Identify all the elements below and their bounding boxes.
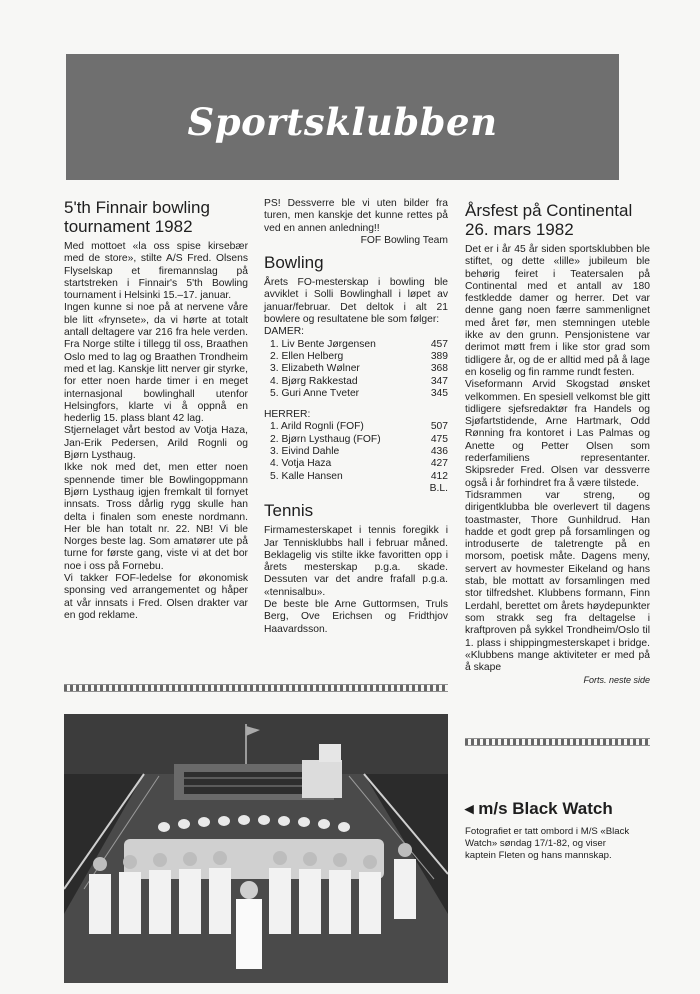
continued-note: Forts. neste side: [583, 675, 650, 686]
result-row: 5. Guri Anne Tveter 345: [270, 387, 448, 399]
signature: B.L.: [429, 482, 448, 494]
results-label-herrer: HERRER:: [264, 409, 311, 421]
result-row: 1. Arild Rognli (FOF) 507: [270, 421, 448, 433]
paragraph: De beste ble Arne Guttormsen, Truls Berg, Ove Erichsen og Fridthjov Haavardsson.: [264, 599, 448, 635]
paragraph: Det er i år 45 år siden sportsklubben ble stiftet, og dette «lille» jubileum ble behørig feiret i Teatersalen på Continental med et antall av 180 festkledde damer og herrer. Det var denne gang noen færre sammenlignet med året før, men stemningen uteble ikke av den grunn. Pensjonistene var derimot møtt frem i like stor grad som tidligere år, og de er alltid med på å lage en koselig og fin ramme rundt festen.: [465, 244, 650, 378]
paragraph: Med mottoet «la oss spise kirsebær med de store», stilte A/S Fred. Olsens Flyselskap et firemannslag på startstreken i Finnair's 5'th Bowling tournament i Helsinki 15.–17. januar.: [64, 241, 248, 302]
article-bowling-tennis: [264, 198, 448, 636]
result-row: 4. Votja Haza 427: [270, 458, 448, 470]
article-arsfest: [465, 201, 650, 687]
article-bowling-tournament: [64, 198, 248, 622]
ornamental-divider: [465, 738, 650, 746]
results-list-damer: [264, 339, 448, 400]
ship-deck-illustration: [64, 714, 448, 983]
crew-photo: [64, 714, 448, 983]
paragraph: Tidsrammen var streng, og dirigentklubba ble overlevert til dagens toastmaster, Thore Gunhildrud. Han hadde et godt grep på forsamlingen og introduserte de taletrengte på en morsom, poetisk måte. Dagens meny, servert av hovmester Eikeland og hans stab, ble mottatt av forsamlingen med stor tilfredshet. Klubbens formann, Finn Lerdahl, berettet om årets høydepunkter som strakk seg fra deltagelse i kraftproven på sykkel Trondheim/Oslo til 1. plass i shippingmesterskapet i bridge. «Klubbens mange aktiviteter er med på å skape: [465, 489, 650, 674]
result-row: 3. Eivind Dahle 436: [270, 446, 448, 458]
section-heading-bowling: Bowling: [264, 253, 324, 273]
paragraph: Årets FO-mesterskap i bowling ble avviklet i Solli Bowlinghall i løpet av januar/februar. Det deltok i alt 21 bowlere og resultatene ble som følger:: [264, 277, 448, 326]
results-list-herrer: [264, 421, 448, 482]
article-heading: 5'th Finnair bowling tournament 1982: [64, 198, 210, 236]
title-banner: [66, 54, 619, 180]
page-title: Sportsklubben: [187, 100, 498, 144]
section-heading-tennis: Tennis: [264, 501, 314, 521]
paragraph: Ingen kunne si noe på at nervene våre ble litt «frynsete», da vi hørte at totalt antall deltagere var 216 fra hele verden. Fra Norge stilte i tillegg til oss, Braathen Oslo med to lag og Braathen Trondheim med et lag. Kanskje litt nerver gir styrke, for etter noen harde timer i en meget internasjonal bowlinghall utenfor Helsingfors, klarte vi å oppnå en hederlig 15. plass blant 42 lag.: [64, 302, 248, 425]
result-row: 3. Elizabeth Wølner 368: [270, 363, 448, 375]
paragraph: Vi takker FOF-ledelse for økonomisk sponsing ved arrangementet og håper at vår innsats i Fred. Olsen drakter var en god reklame.: [64, 573, 248, 621]
signature: FOF Bowling Team: [360, 234, 448, 246]
paragraph: Ikke nok med det, men etter noen spennende timer ble Bowlingoppmann Bjørn Lysthaug igjen fremkalt til fornyet innsats. Tross dårlig rygg skulle han delta i finalen som eneste nordmann. Her ble han totalt nr. 22. NB! Vi ble Norges beste lag. Som amatører ute på turne for første gang, viste vi at det bor noe i oss på Fornebu.: [64, 462, 248, 572]
result-row: 1. Liv Bente Jørgensen 457: [270, 338, 448, 350]
results-label-damer: DAMER:: [264, 326, 305, 338]
result-row: 2. Bjørn Lysthaug (FOF) 475: [270, 433, 448, 445]
photo-caption-title: ◂ m/s Black Watch: [465, 799, 613, 818]
result-row: 2. Ellen Helberg 389: [270, 350, 448, 362]
paragraph: Firmamesterskapet i tennis foregikk i Jar Tennisklubbs hall i februar måned. Beklagelig vis stilte ikke favoritten opp i årets mesterskap p.g.a. skade. Dessuten var det andre frafall p.g.a. «tennisalbu».: [264, 525, 448, 598]
paragraph: Viseformann Arvid Skogstad ønsket velkommen. En spesiell velkomst ble gitt tidligere sjefsredaktør fra Handels og Sjøfartstidende, Arne Hartmark, Odd Rønning fra kontoret i Las Palmas og Anette og Petter Olsen som rederfamiliens representanter. Skipsreder Fred. Olsen var dessverre også i år forhindret fra å være tilstede.: [465, 379, 650, 489]
paragraph: PS! Dessverre ble vi uten bilder fra turen, men kanskje det kunne rettes på ved en annen anledning!!: [264, 198, 448, 234]
ornamental-divider: [64, 684, 448, 692]
paragraph: Stjernelaget vårt bestod av Votja Haza, Jan-Erik Pedersen, Arild Rognli og Bjørn Lysthaug.: [64, 425, 248, 462]
result-row: 4. Bjørg Rakkestad 347: [270, 375, 448, 387]
photo-caption-text: Fotografiet er tatt ombord i M/S «Black Watch» søndag 17/1-82, og viser kaptein Fleten og hans mannskap.: [465, 826, 630, 861]
article-heading: Årsfest på Continental 26. mars 1982: [465, 201, 633, 239]
result-row: 5. Kalle Hansen 412: [270, 470, 448, 482]
